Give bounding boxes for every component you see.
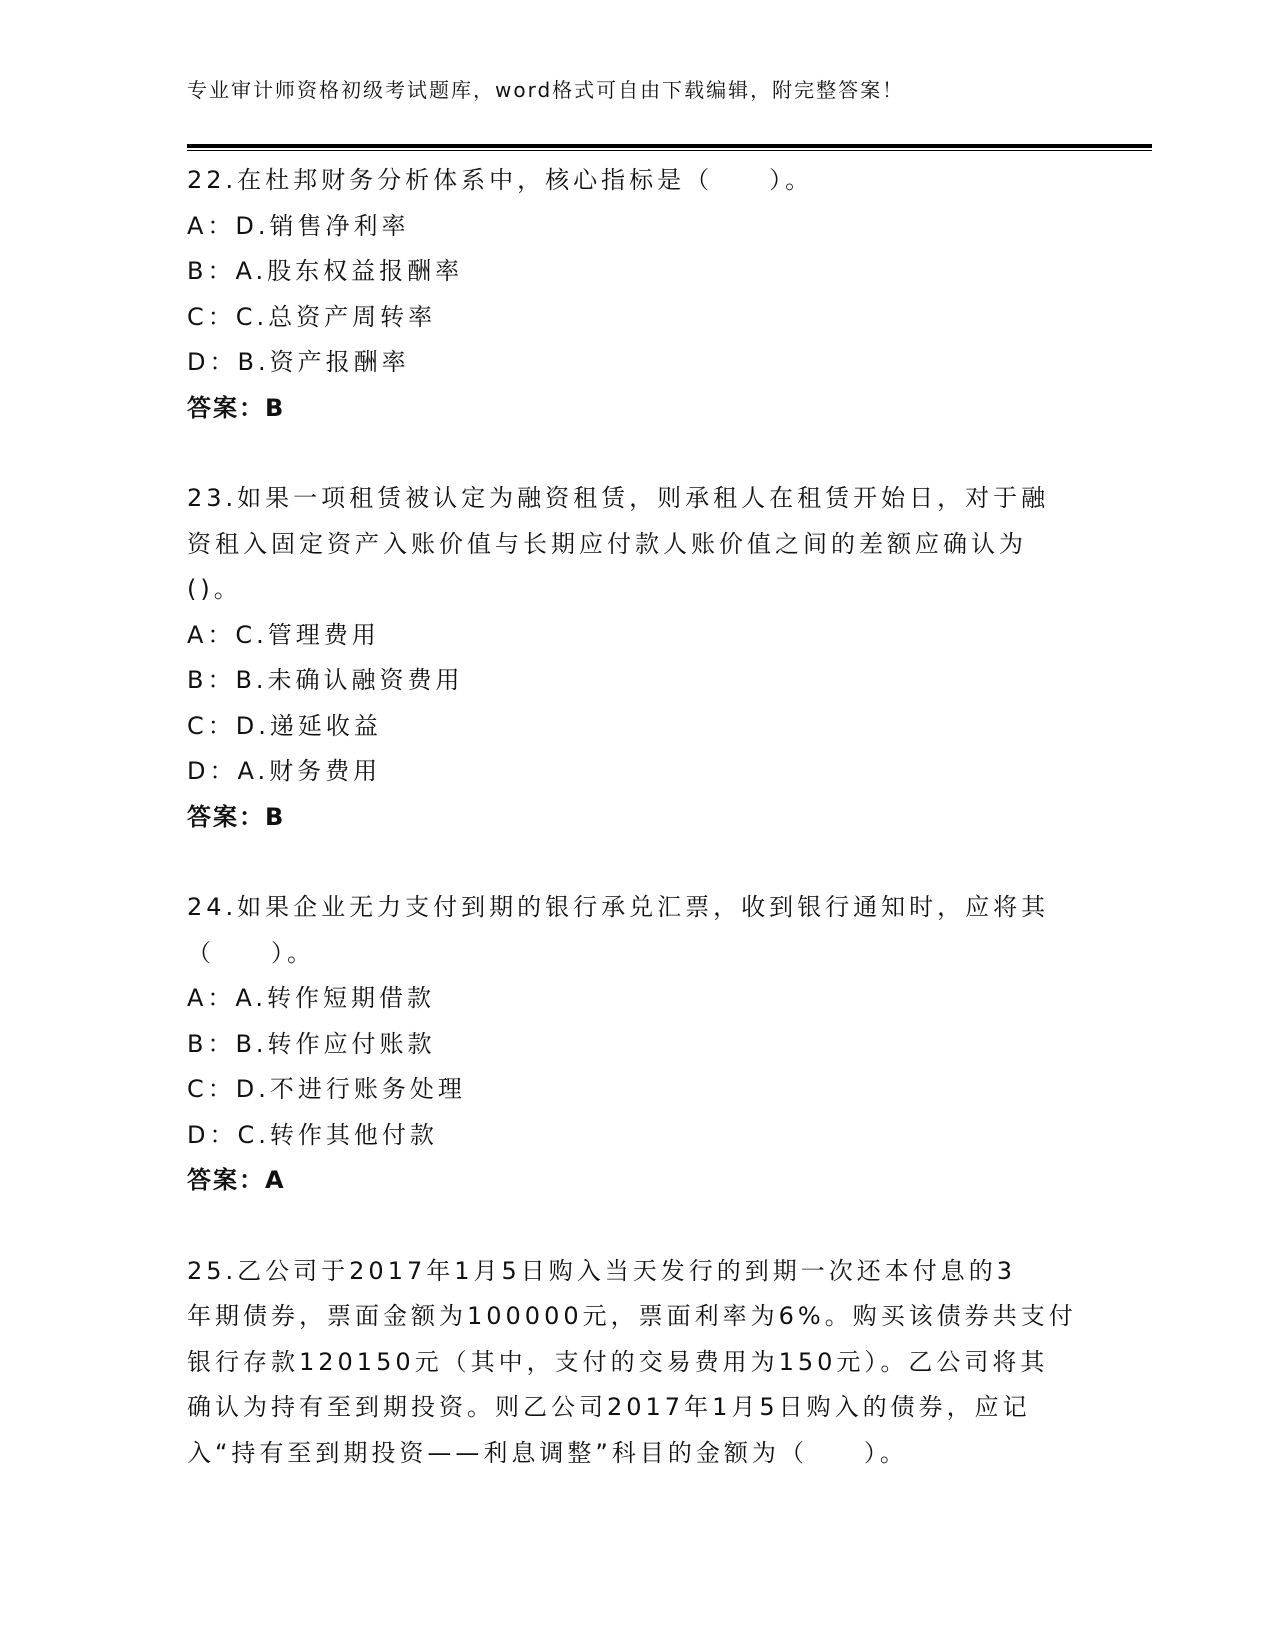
question-text: 年期债券，票面金额为100000元，票面利率为6%。购买该债券共支付 (187, 1302, 1077, 1330)
question-text: 25.乙公司于2017年1月5日购入当天发行的到期一次还本付息的3 (187, 1256, 1017, 1285)
option-d: D：C.转作其他付款 (187, 1120, 438, 1149)
question-22 (187, 158, 1087, 431)
option-c: C：D.递延收益 (187, 711, 382, 740)
option-d: D：B.资产报酬率 (187, 348, 410, 376)
answer: 答案：B (187, 393, 286, 422)
option-a: A：A.转作短期借款 (187, 984, 436, 1012)
question-25 (187, 1249, 1087, 1477)
question-text: 资租入固定资产入账价值与长期应付款人账价值之间的差额应确认为 (187, 529, 1027, 558)
option-a: A：D.销售净利率 (187, 211, 410, 240)
question-text: 22.在杜邦财务分析体系中，核心指标是（ ）。 (187, 166, 814, 194)
question-text: 23.如果一项租赁被认定为融资租赁，则承租人在租赁开始日，对于融 (187, 484, 1050, 512)
option-b: B：B.转作应付账款 (187, 1029, 436, 1058)
question-23 (187, 476, 1087, 840)
option-b: B：A.股东权益报酬率 (187, 257, 464, 285)
question-list (187, 158, 1087, 1521)
option-a: A：C.管理费用 (187, 620, 380, 649)
option-c: C：C.总资产周转率 (187, 302, 437, 331)
option-c: C：D.不进行账务处理 (187, 1075, 466, 1103)
question-text: （ ）。 (187, 938, 315, 967)
header-rule-thin (187, 150, 1152, 151)
answer: 答案：B (187, 802, 286, 831)
page-header: 专业审计师资格初级考试题库，word格式可自由下载编辑，附完整答案！ (187, 78, 905, 102)
question-text: 银行存款120150元（其中，支付的交易费用为150元）。乙公司将其 (187, 1347, 1049, 1376)
question-text: ()。 (187, 575, 242, 603)
header-rule-thick (187, 144, 1152, 148)
question-text: 确认为持有至到期投资。则乙公司2017年1月5日购入的债券，应记 (187, 1393, 1031, 1421)
option-b: B：B.未确认融资费用 (187, 666, 464, 694)
option-d: D：A.财务费用 (187, 757, 382, 785)
answer: 答案：A (187, 1166, 286, 1194)
question-text: 24.如果企业无力支付到期的银行承兑汇票，收到银行通知时，应将其 (187, 893, 1050, 921)
question-24 (187, 885, 1087, 1204)
question-text: 入“持有至到期投资——利息调整”科目的金额为（ ）。 (187, 1438, 908, 1467)
